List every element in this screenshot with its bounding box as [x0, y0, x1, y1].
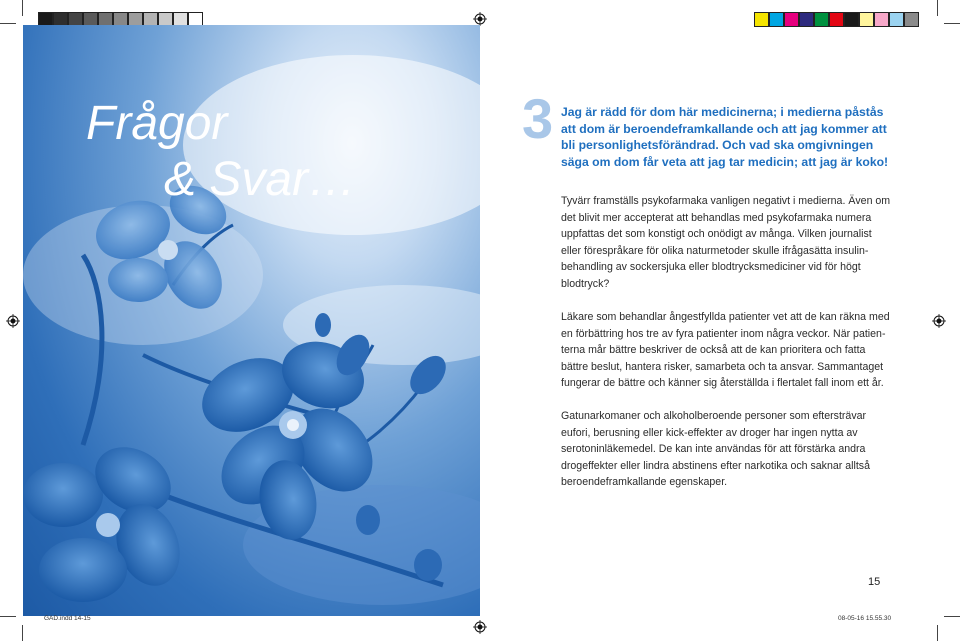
question-text: Jag är rädd för dom här medicinerna; i medierna påstås att dom är beroendeframkallande och att jag kommer att bli personlighetsförändrad. Och vad ska omgivningen säga om dom får veta att jag tar medicin; att jag är koko! [561, 105, 889, 169]
color-swatch [814, 12, 829, 27]
slug-left: GAD.indd 14-15 [44, 615, 91, 622]
title-line-1: Frågor [86, 97, 228, 150]
color-swatch [829, 12, 844, 27]
color-swatch [844, 12, 859, 27]
crop-mark [944, 23, 960, 24]
color-swatch [904, 12, 919, 27]
crop-mark [0, 23, 16, 24]
color-swatch [859, 12, 874, 27]
registration-mark-icon [473, 620, 487, 634]
question-number: 3 [522, 87, 554, 150]
page-number: 15 [868, 576, 881, 588]
crop-mark [22, 0, 23, 16]
section-title [86, 96, 356, 208]
registration-mark-icon [473, 12, 487, 26]
crop-mark [937, 0, 938, 16]
color-swatch [874, 12, 889, 27]
slug-right: 08-05-16 15.55.30 [838, 615, 892, 622]
color-bar [754, 12, 919, 27]
title-line-2: & Svar… [164, 153, 357, 206]
color-swatch [889, 12, 904, 27]
crop-mark [0, 616, 16, 617]
registration-mark-icon [932, 314, 946, 328]
color-swatch [784, 12, 799, 27]
answer-paragraph: Tyvärr framställs psykofarmaka vanligen negativt i medierna. Även om det blivit mer accepterat att behandlas med psykofarmaka numera uppfattas det som konstigt och onödigt av många. Vilken journalist eller förespråkare för olika naturmetoder skulle ifrågasätta insulinbehandling av sockersjuka eller blodtrycksmediciner vid för högt blodtryck? [561, 195, 891, 290]
crop-mark [22, 625, 23, 641]
registration-mark-icon [6, 314, 20, 328]
crop-mark [944, 616, 960, 617]
answer-paragraph: Läkare som behandlar ångestfyllda patienter vet att de kan räkna med en förbättring hos tre av fyra patienter inom några veckor. När patienterna mår bättre beskriver de också att de kan prioritera och fatta bättre beslut, hantera risker, samarbeta och ta ansvar. Sammantaget fungerar de bättre och känner sig återställda i flertalet fall inom ett år. [561, 311, 890, 389]
answer-paragraph: Gatunarkomaner och alkoholberoende personer som eftersträvar eufori, berusning eller kick-effekter av droger har ingen nytta av serotoninläkemedel. De kan inte användas för att förstärka andra drogeffekter eller lindra abstinens efter narkotika och saknar alltså beroendeframkallande egenskaper. [561, 410, 870, 488]
color-swatch [799, 12, 814, 27]
color-swatch [754, 12, 769, 27]
color-swatch [769, 12, 784, 27]
crop-mark [937, 625, 938, 641]
